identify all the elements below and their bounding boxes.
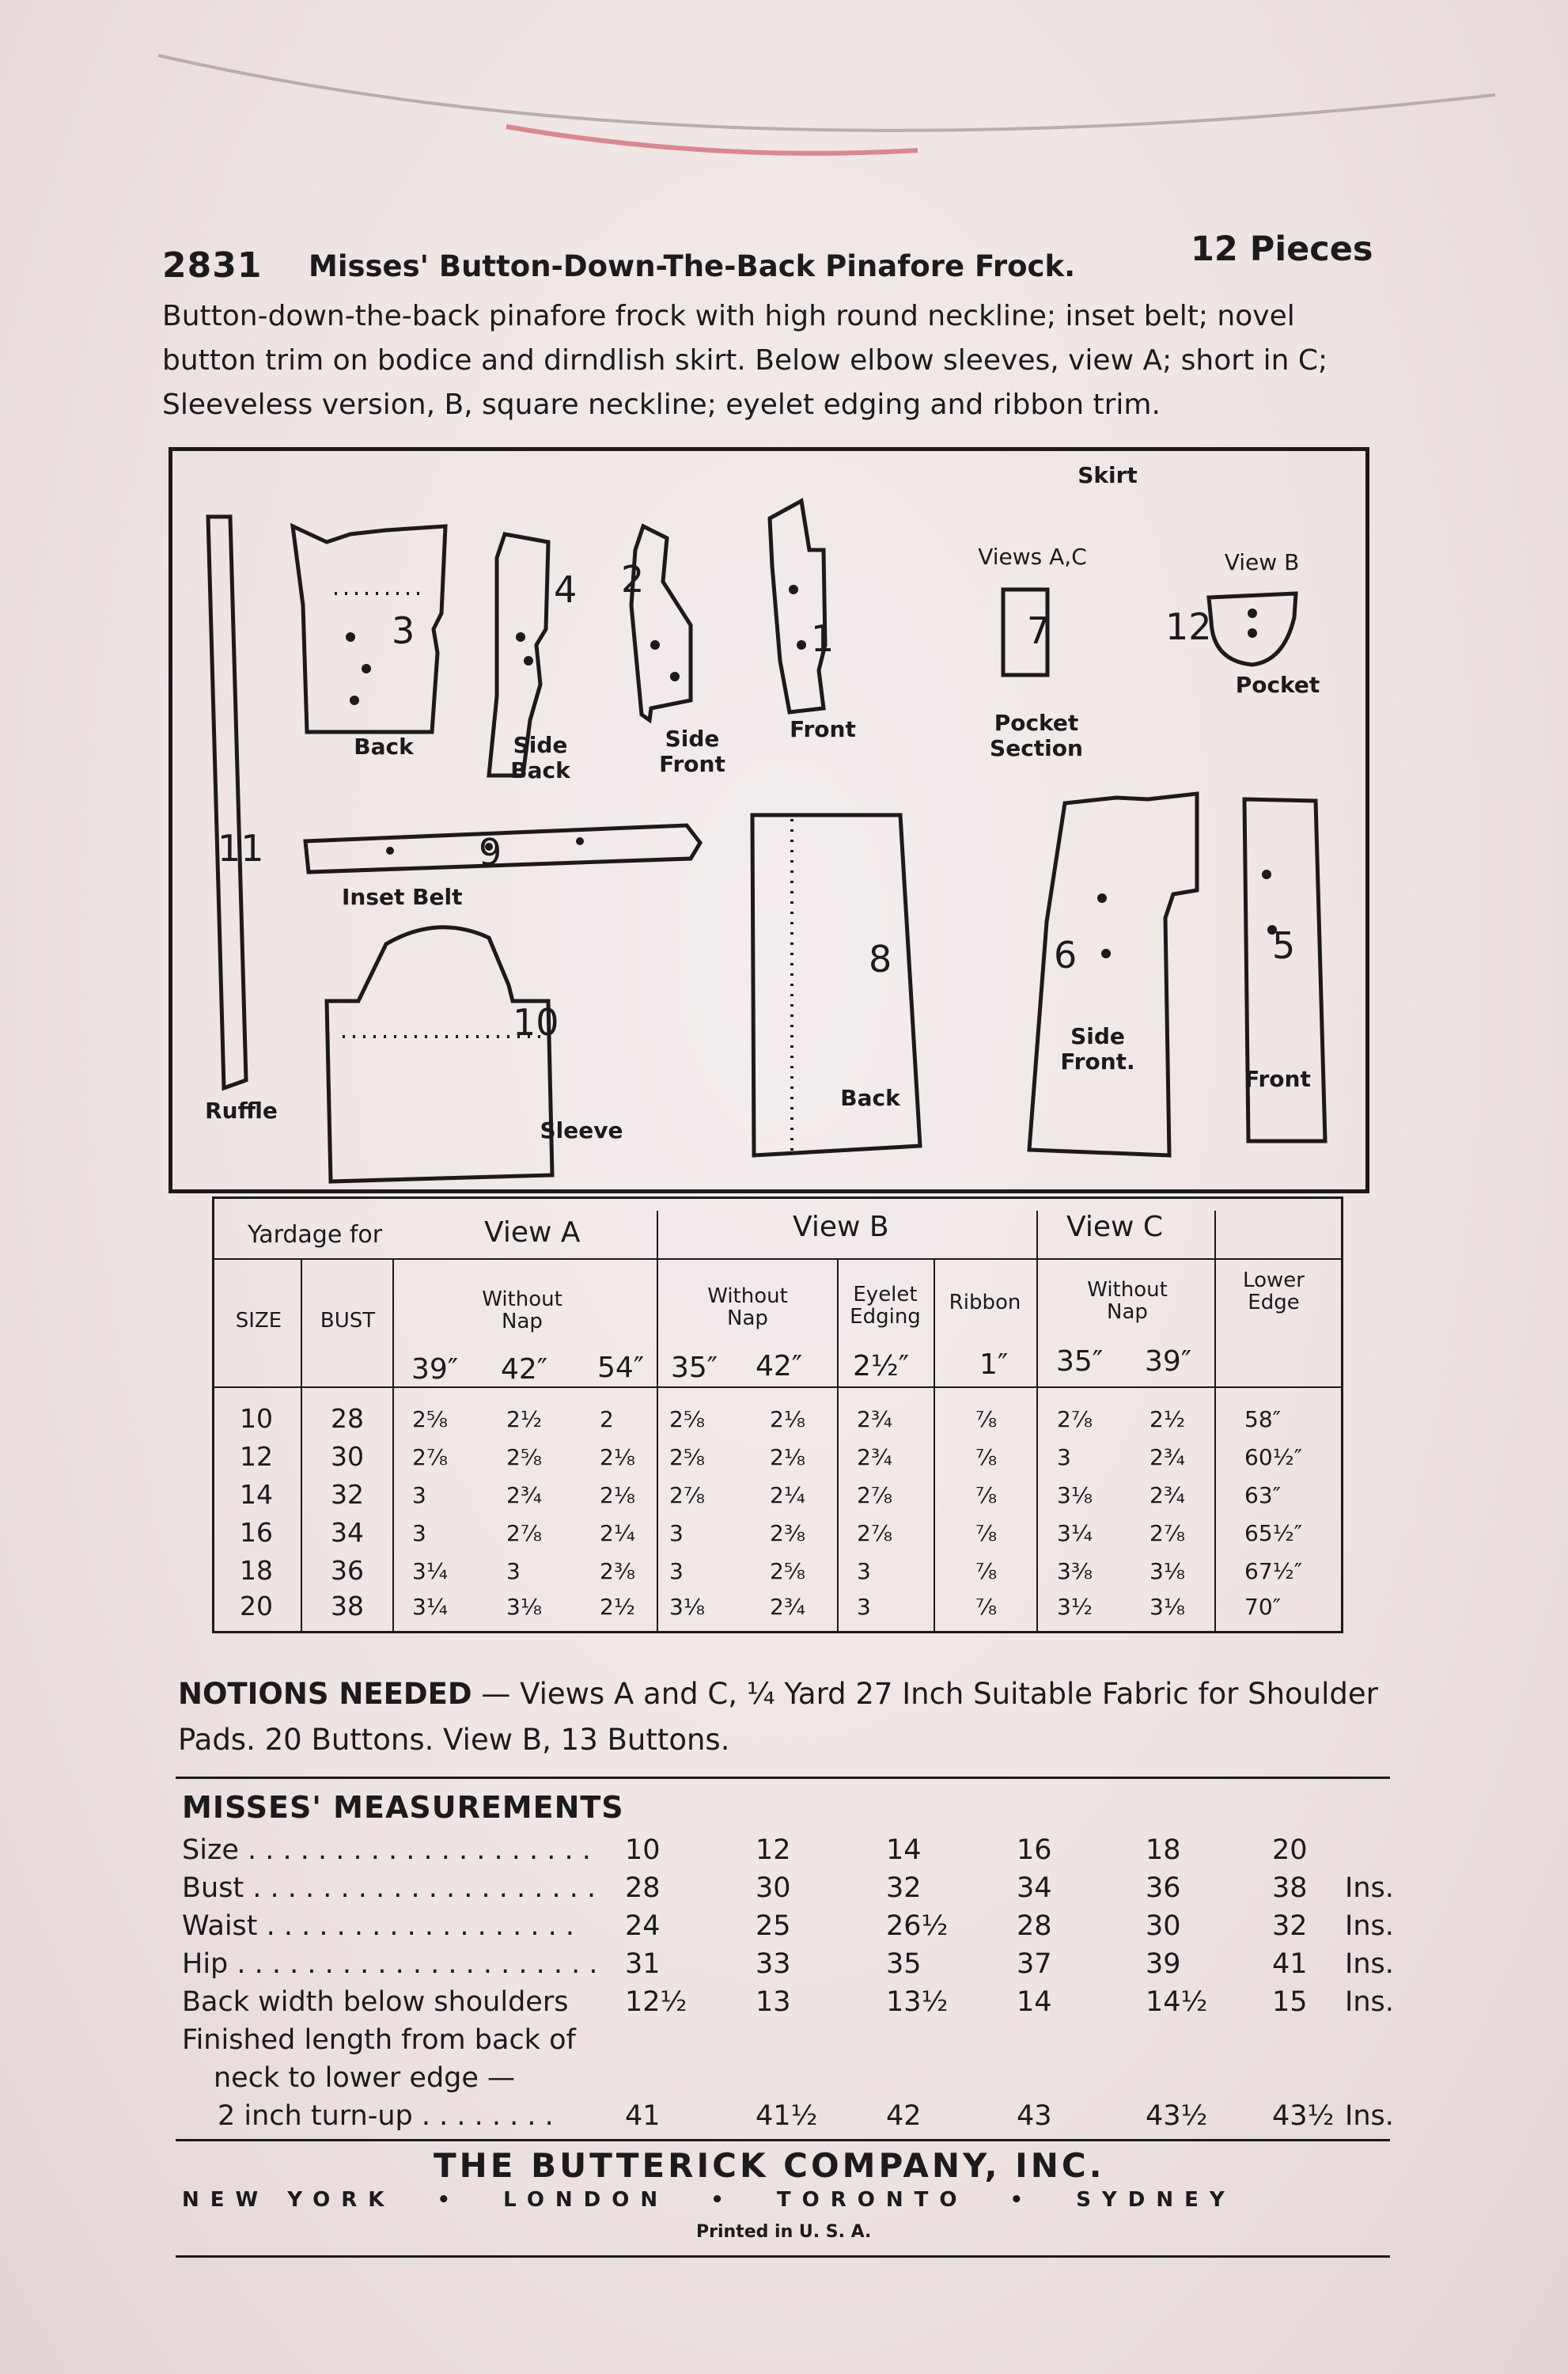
piece-side-front-shape [631,526,691,720]
piece-label-side-back: Side Back [510,732,570,783]
row-c35: 2⅞ [1057,1406,1093,1432]
row-eyelet: 3 [857,1558,871,1584]
width-a42: 42″ [501,1353,548,1386]
row-a42: 2½ [506,1406,542,1432]
row-ribbon: ⅞ [975,1482,998,1508]
measurement-value: 13½ [886,1986,949,2018]
row-ribbon: ⅞ [975,1558,998,1584]
bust-header: BUST [320,1309,376,1333]
measurement-label: Waist . . . . . . . . . . . . . . . . . . [182,1910,575,1942]
yardage-title: Yardage for [248,1221,383,1249]
row-a39: 3 [412,1482,426,1508]
measurement-value: 38 [1272,1872,1308,1904]
piece-number-4: 4 [554,568,578,611]
measurement-value: 26½ [886,1910,949,1942]
row-lower: 58″ [1244,1406,1282,1432]
row-c39: 2¾ [1149,1444,1185,1470]
city: LONDON [503,2188,669,2212]
yardage-row [212,1591,1343,1629]
measurement-value: 34 [1017,1872,1052,1904]
row-b35: 3 [669,1520,684,1546]
piece-label-side-front: Side Front [659,726,725,777]
measurement-value: 24 [625,1910,661,1942]
width-c35: 35″ [1056,1345,1104,1378]
measurement-value: 16 [1017,1834,1052,1866]
measurement-value: 15 [1272,1986,1308,2018]
measurement-value: 32 [886,1872,922,1904]
row-c35: 3½ [1057,1594,1093,1620]
piece-label-back-skirt: Back [840,1085,900,1111]
row-bust: 32 [331,1479,364,1510]
measurement-value: 14 [1017,1986,1052,2018]
width-a54: 54″ [597,1352,645,1384]
row-eyelet: 2⅞ [857,1482,892,1508]
measurement-unit: Ins. [1345,2100,1394,2132]
row-c35: 3 [1057,1444,1071,1470]
row-a54: 2⅛ [600,1482,635,1508]
cities-line: NEW YORK • LONDON • TORONTO • SYDNEY [182,2188,1236,2212]
piece-label-back: Back [354,734,414,760]
row-a54: 2½ [600,1594,635,1620]
piece-number-10: 10 [513,1001,559,1044]
row-c39: 3⅛ [1149,1558,1185,1584]
measurements-title: MISSES' MEASUREMENTS [182,1790,624,1825]
view-b-heading: View B [793,1211,889,1243]
row-b42: 2¾ [770,1594,805,1620]
piece-number-6: 6 [1054,934,1078,977]
row-eyelet: 3 [857,1594,871,1620]
row-lower: 67½″ [1244,1558,1303,1584]
measurement-value: 43½ [1272,2100,1335,2132]
row-bust: 38 [331,1591,364,1621]
measurement-value: 41 [1272,1948,1308,1980]
measurement-value: 12½ [625,1986,687,2018]
measurement-row [182,2100,1392,2138]
row-b35: 2⅝ [669,1444,705,1470]
piece-number-3: 3 [392,609,415,652]
row-b35: 3 [669,1558,684,1584]
measurement-value: 37 [1017,1948,1052,1980]
view-a-heading: View A [484,1216,581,1249]
notions-text: — Views A and C, ¼ Yard 27 Inch Suitable Fabric for Shoulder Pads. 20 Buttons. View B, 13 Buttons. [178,1677,1378,1757]
piece-label-sleeve: Sleeve [540,1117,623,1143]
piece-label-inset-belt: Inset Belt [342,884,463,910]
eyelet-header: Eyelet Edging [850,1283,921,1329]
measurement-row [182,1834,1392,1872]
yardage-row [212,1555,1343,1593]
row-a54: 2 [600,1406,614,1432]
measurement-row [182,1986,1392,2024]
pattern-title: Misses' Button-Down-The-Back Pinafore Frock. [309,249,1076,283]
row-size: 16 [240,1517,273,1548]
row-lower: 65½″ [1244,1520,1303,1546]
lower-edge-header: Lower Edge [1243,1269,1305,1314]
piece-label-side-front-skirt: Side Front. [1060,1023,1135,1075]
measurement-value: 41½ [756,2100,818,2132]
width-ribbon: 1″ [979,1348,1009,1381]
row-a42: 2⅝ [506,1444,542,1470]
printed-in: Printed in U. S. A. [696,2222,872,2242]
width-a39: 39″ [411,1353,459,1386]
row-b42: 2⅛ [770,1406,805,1432]
yardage-row [212,1517,1343,1555]
skirt-heading: Skirt [1078,462,1138,488]
piece-ruffle-shape [208,517,246,1088]
row-size: 10 [240,1403,273,1434]
row-bust: 28 [331,1403,364,1434]
length-label-2: neck to lower edge — [214,2062,516,2094]
view-c-nap-header: Without Nap [1087,1278,1168,1324]
piece-number-8: 8 [869,938,892,980]
measurement-value: 30 [756,1872,791,1904]
size-header: SIZE [235,1309,282,1333]
row-b42: 2¼ [770,1482,805,1508]
views-ac-label: Views A,C [978,544,1087,570]
view-b-nap-header: Without Nap [707,1284,788,1330]
row-a54: 2⅛ [600,1444,635,1470]
measurement-value: 35 [886,1948,922,1980]
piece-inset-belt-shape [305,825,700,872]
measurement-value: 18 [1146,1834,1181,1866]
row-ribbon: ⅞ [975,1520,998,1546]
row-bust: 34 [331,1517,364,1548]
row-b35: 2⅝ [669,1406,705,1432]
row-c39: 2¾ [1149,1482,1185,1508]
measurement-label: Size . . . . . . . . . . . . . . . . . . . . [182,1834,591,1866]
ribbon-header: Ribbon [949,1291,1021,1314]
row-a54: 2⅜ [600,1558,635,1584]
measurement-value: 28 [625,1872,661,1904]
row-size: 14 [240,1479,273,1510]
row-eyelet: 2¾ [857,1406,892,1432]
measurement-row [182,1948,1392,1986]
length-label-3: 2 inch turn-up . . . . . . . . [218,2100,554,2132]
piece-label-front-skirt: Front [1244,1066,1311,1092]
measurement-unit: Ins. [1345,1910,1394,1942]
measurement-value: 12 [756,1834,791,1866]
divider [176,2255,1390,2258]
measurement-value: 42 [886,2100,922,2132]
row-b42: 2⅛ [770,1444,805,1470]
measurement-value: 25 [756,1910,791,1942]
row-ribbon: ⅞ [975,1594,998,1620]
city: TORONTO [776,2188,968,2212]
pattern-pieces-drawing [169,447,1369,1193]
width-b42: 42″ [756,1350,803,1382]
row-b35: 2⅞ [669,1482,705,1508]
piece-number-2: 2 [621,558,645,601]
notions-heading: NOTIONS NEEDED [178,1677,472,1711]
divider [176,2139,1390,2141]
row-bust: 36 [331,1555,364,1586]
measurement-label: Hip . . . . . . . . . . . . . . . . . . . . . [182,1948,598,1980]
row-bust: 30 [331,1441,364,1472]
row-ribbon: ⅞ [975,1406,998,1432]
measurement-unit: Ins. [1345,1872,1394,1904]
piece-count: 12 Pieces [1191,229,1373,269]
view-b-label: View B [1224,549,1300,575]
piece-front-shape [770,501,825,712]
divider [176,1777,1390,1779]
row-a39: 3 [412,1520,426,1546]
row-a39: 2⅞ [412,1444,448,1470]
row-c35: 3⅛ [1057,1482,1093,1508]
width-b35: 35″ [671,1352,718,1384]
piece-back-shape [293,526,445,732]
measurement-value: 10 [625,1834,661,1866]
yardage-row [212,1479,1343,1517]
row-c39: 2½ [1149,1406,1185,1432]
measurement-label: Bust . . . . . . . . . . . . . . . . . . . . [182,1872,597,1904]
width-eyelet: 2½″ [853,1350,910,1382]
row-b42: 2⅜ [770,1520,805,1546]
measurement-value: 43½ [1146,2100,1208,2132]
view-c-heading: View C [1066,1211,1164,1243]
measurement-label: Back width below shoulders [182,1986,569,2018]
row-a39: 3¼ [412,1558,448,1584]
width-c39: 39″ [1145,1345,1192,1378]
measurement-row [182,1872,1392,1910]
measurement-value: 14½ [1146,1986,1208,2018]
row-c39: 3⅛ [1149,1594,1185,1620]
piece-number-7: 7 [1027,609,1051,652]
measurement-value: 20 [1272,1834,1308,1866]
yardage-row [212,1403,1343,1441]
row-a42: 3⅛ [506,1594,542,1620]
measurement-row [182,1910,1392,1948]
pattern-number: 2831 [162,245,263,286]
measurement-value: 33 [756,1948,791,1980]
piece-number-11: 11 [218,827,264,870]
envelope-flap [0,0,1568,174]
yardage-row [212,1441,1343,1479]
piece-number-12: 12 [1165,605,1212,648]
view-a-nap-header: Without Nap [482,1287,562,1333]
measurement-value: 36 [1146,1872,1181,1904]
measurement-unit: Ins. [1345,1986,1394,2018]
measurement-value: 30 [1146,1910,1181,1942]
row-eyelet: 2¾ [857,1444,892,1470]
row-lower: 63″ [1244,1482,1282,1508]
measurement-value: 13 [756,1986,791,2018]
measurement-value: 43 [1017,2100,1052,2132]
row-lower: 60½″ [1244,1444,1303,1470]
row-b42: 2⅝ [770,1558,805,1584]
length-label-line-2 [214,2062,1424,2100]
row-a39: 3¼ [412,1594,448,1620]
piece-label-ruffle: Ruffle [205,1098,278,1124]
row-a42: 2⅞ [506,1520,542,1546]
length-label-1: Finished length from back of [182,2024,576,2056]
row-c35: 3⅜ [1057,1558,1093,1584]
row-a42: 2¾ [506,1482,542,1508]
row-size: 20 [240,1591,273,1621]
measurement-value: 14 [886,1834,922,1866]
notions-section [178,1671,1396,1763]
row-c35: 3¼ [1057,1520,1093,1546]
piece-sleeve-shape [327,927,552,1181]
row-lower: 70″ [1244,1594,1282,1620]
row-a42: 3 [506,1558,521,1584]
row-eyelet: 2⅞ [857,1520,892,1546]
measurement-value: 32 [1272,1910,1308,1942]
city: SYDNEY [1076,2188,1236,2212]
piece-label-front: Front [790,716,856,742]
measurement-value: 31 [625,1948,661,1980]
piece-label-pocket-section: Pocket Section [990,710,1083,761]
piece-number-1: 1 [811,617,835,660]
row-b35: 3⅛ [669,1594,705,1620]
row-c39: 2⅞ [1149,1520,1185,1546]
city: NEW YORK [182,2188,396,2212]
pattern-description: Button-down-the-back pinafore frock with high round neckline; inset belt; novel button trim on bodice and dirndlish skirt. Below elbow sleeves, view A; short in C; Sleeveless version, B, square neckline; eyelet edging and ribbon trim. [162,300,1328,421]
measurement-unit: Ins. [1345,1948,1394,1980]
row-a39: 2⅝ [412,1406,448,1432]
row-size: 18 [240,1555,273,1586]
company-name: THE BUTTERICK COMPANY, INC. [434,2146,1105,2185]
length-label-line-1 [182,2024,1392,2062]
row-ribbon: ⅞ [975,1444,998,1470]
row-size: 12 [240,1441,273,1472]
measurement-value: 41 [625,2100,661,2132]
piece-label-pocket: Pocket [1235,672,1320,698]
measurement-value: 39 [1146,1948,1181,1980]
measurement-value: 28 [1017,1910,1052,1942]
row-a54: 2¼ [600,1520,635,1546]
piece-number-9: 9 [479,831,502,874]
piece-number-5: 5 [1272,924,1296,967]
